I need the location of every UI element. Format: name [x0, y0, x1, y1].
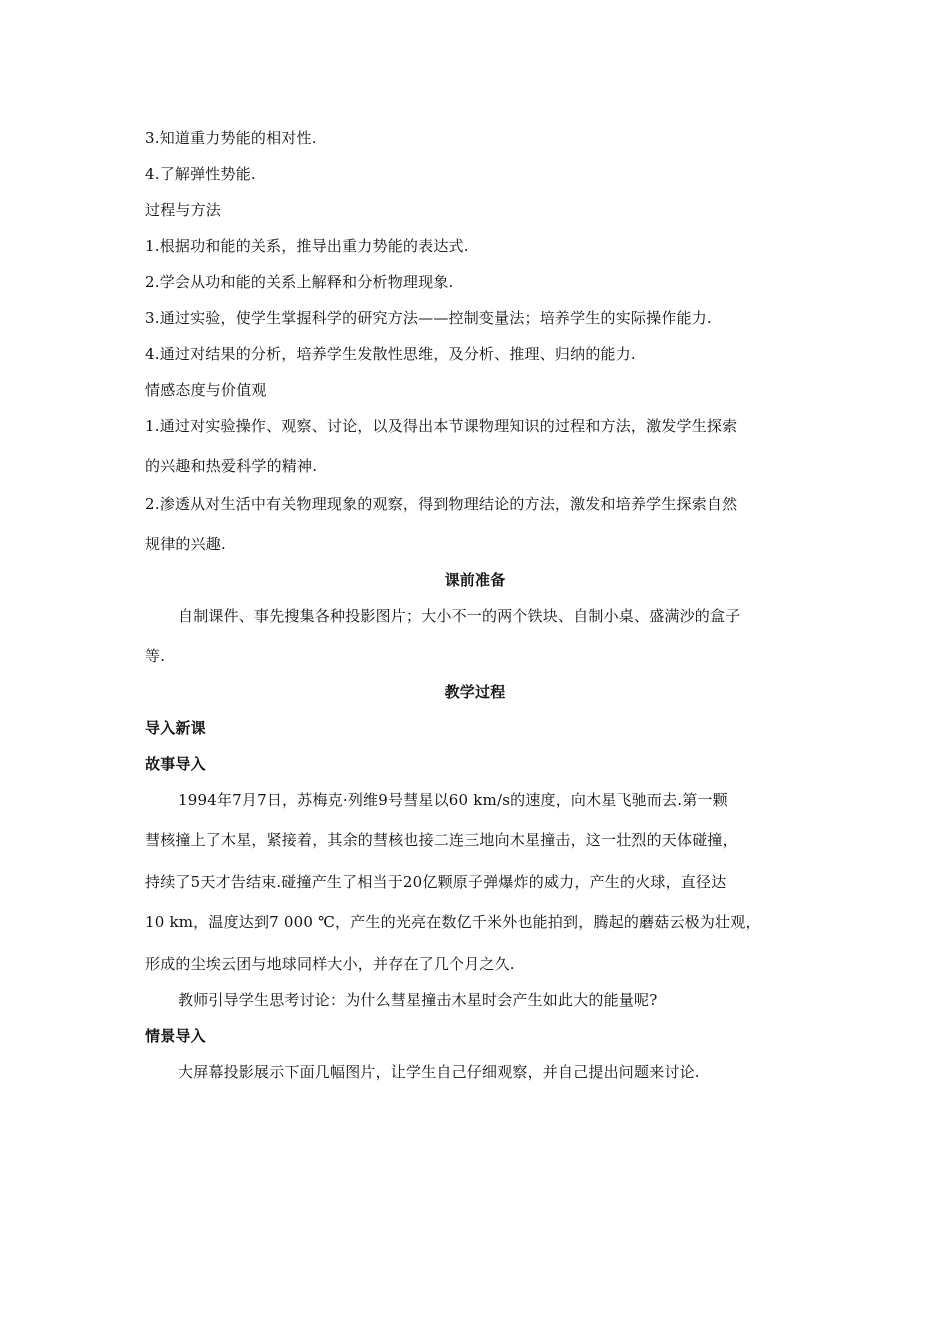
emotion-item-2-line-2: 规律的兴趣. [145, 535, 226, 553]
process-method-title: 过程与方法 [145, 201, 222, 219]
process-item-2: 2.学会从功和能的关系上解释和分析物理现象. [145, 273, 454, 291]
scene-text: 大屏幕投影展示下面几幅图片，让学生自己仔细观察，并自己提出问题来讨论. [178, 1063, 700, 1081]
story-line-3: 持续了5天才告结束.碰撞产生了相当于20亿颗原子弹爆炸的威力，产生的火球，直径达 [145, 873, 727, 891]
story-line-4: 10 km，温度达到7 000 ℃，产生的光亮在数亿千米外也能拍到，腾起的蘑菇云极为壮观， [145, 913, 761, 931]
process-item-3: 3.通过实验，使学生掌握科学的研究方法——控制变量法；培养学生的实际操作能力. [145, 309, 712, 327]
process-item-1: 1.根据功和能的关系，推导出重力势能的表达式. [145, 237, 469, 255]
story-line-1: 1994年7月7日，苏梅克·列维9号彗星以60 km/s的速度，向木星飞驰而去.第一颗 [178, 791, 728, 809]
intro-heading: 导入新课 [145, 719, 206, 737]
knowledge-item-4: 4.了解弹性势能. [145, 165, 256, 183]
scene-heading: 情景导入 [145, 1027, 206, 1045]
story-heading: 故事导入 [145, 755, 206, 773]
emotion-item-1-line-2: 的兴趣和热爱科学的精神. [145, 457, 318, 475]
emotion-values-title: 情感态度与价值观 [145, 381, 267, 399]
emotion-item-1-line-1: 1.通过对实验操作、观察、讨论，以及得出本节课物理知识的过程和方法，激发学生探索 [145, 417, 738, 435]
story-line-5: 形成的尘埃云团与地球同样大小，并存在了几个月之久. [145, 955, 515, 973]
preparation-title: 课前准备 [444, 571, 506, 589]
knowledge-item-3: 3.知道重力势能的相对性. [145, 129, 317, 147]
preparation-line-2: 等. [145, 647, 166, 665]
preparation-line-1: 自制课件、事先搜集各种投影图片；大小不一的两个铁块、自制小桌、盛满沙的盒子 [178, 607, 741, 625]
process-item-4: 4.通过对结果的分析，培养学生发散性思维，及分析、推理、归纳的能力. [145, 345, 636, 363]
story-question: 教师引导学生思考讨论：为什么彗星撞击木星时会产生如此大的能量呢? [178, 991, 658, 1009]
emotion-item-2-line-1: 2.渗透从对生活中有关物理现象的观察，得到物理结论的方法，激发和培养学生探索自然 [145, 495, 738, 513]
teaching-process-title: 教学过程 [444, 683, 506, 701]
story-line-2: 彗核撞上了木星，紧接着，其余的彗核也接二连三地向木星撞击，这一壮烈的天体碰撞， [145, 831, 738, 849]
